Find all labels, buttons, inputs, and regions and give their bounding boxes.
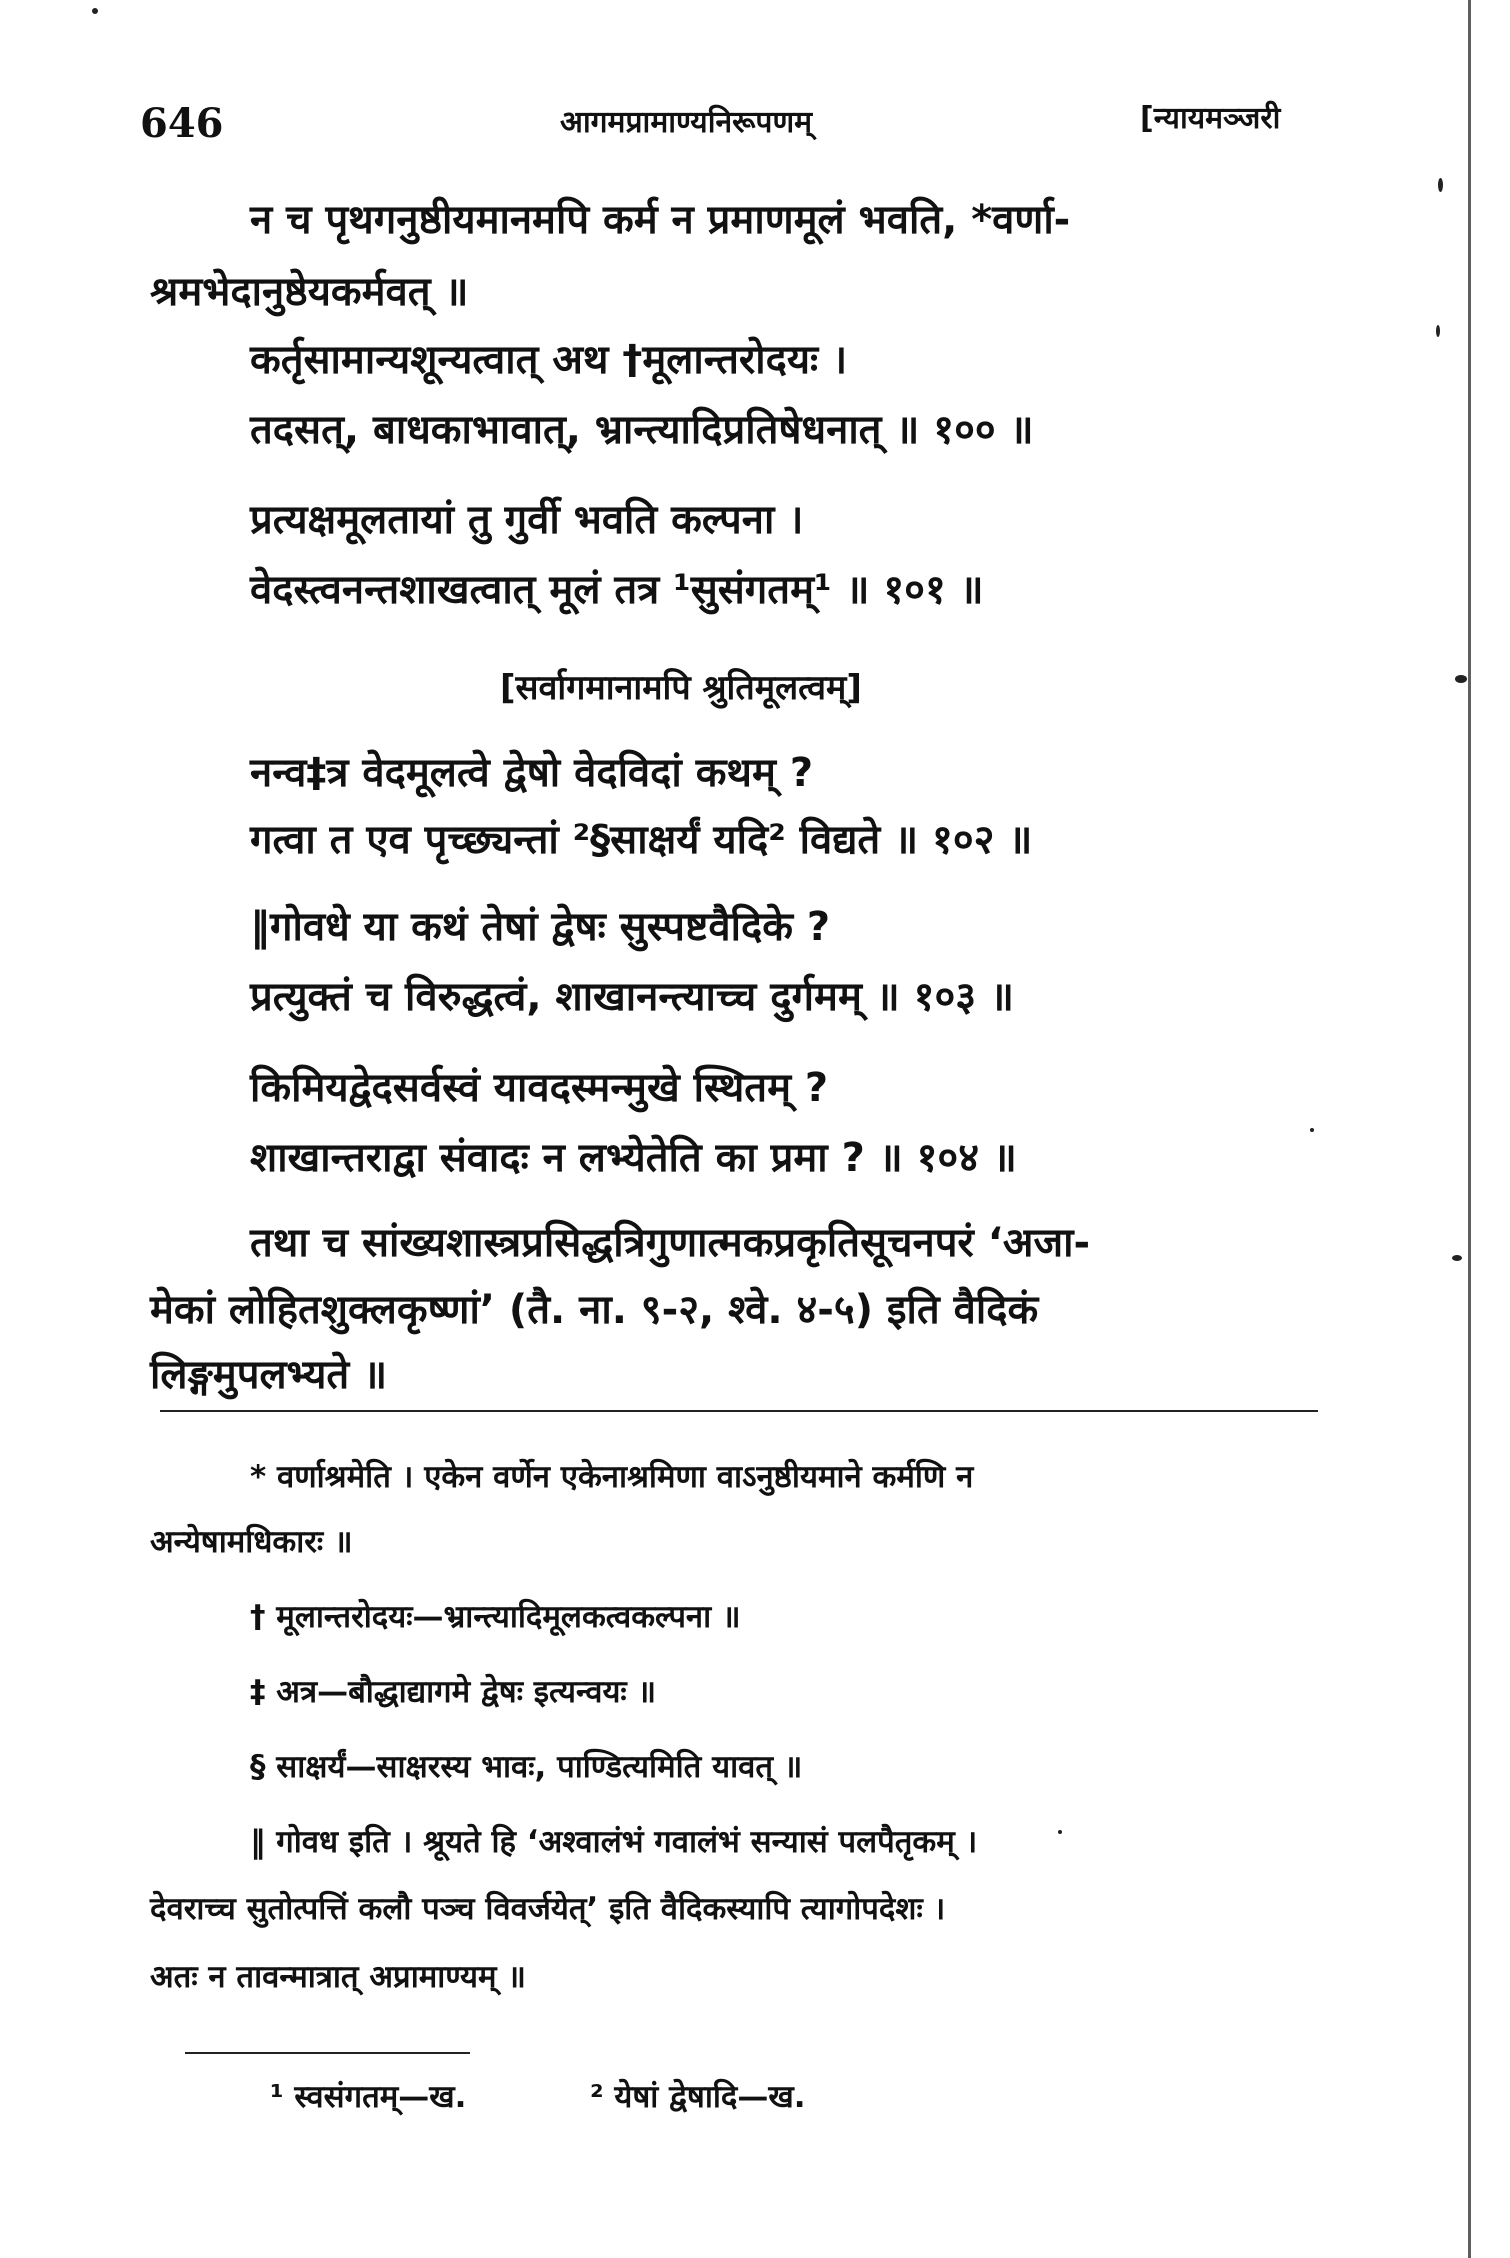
page-number: 646 [140, 100, 224, 147]
scan-speck [1058, 1830, 1062, 1834]
scan-speck [92, 8, 98, 14]
note-line: ‡ अत्र—बौद्धाद्यागमे द्वेषः इत्यन्वयः ॥ [250, 1674, 657, 1710]
note-line: * वर्णाश्रमेति । एकेन वर्णेन एकेनाश्रमिणा वाऽनुष्ठीयमाने कर्मणि न [250, 1459, 974, 1495]
scan-speck [1452, 1255, 1462, 1261]
verse-line: गत्वा त एव पृच्छ्यन्तां ²§साक्षर्यं यदि² विद्यते ॥ १०२ ॥ [250, 817, 1033, 863]
binding-edge [1468, 0, 1471, 2258]
notes-divider [160, 1410, 1318, 1412]
verse-line: किमियद्वेदसर्वस्वं यावदस्मन्मुखे स्थितम् ? [250, 1065, 829, 1111]
verse-line: नन्व‡त्र वेदमूलत्वे द्वेषो वेदविदां कथम् ? [250, 750, 814, 796]
note-line: ‖ गोवध इति । श्रूयते हि ‘अश्वालंभं गवालंभं सन्यासं पलपैतृकम् । [250, 1824, 978, 1860]
verse-line: तदसत्, बाधकाभावात्, भ्रान्त्यादिप्रतिषेधनात् ॥ १०० ॥ [250, 407, 1034, 453]
note-line: § साक्षर्यं—साक्षरस्य भावः, पाण्डित्यमिति यावत् ॥ [250, 1749, 803, 1785]
scan-speck [1310, 1128, 1314, 1132]
running-title: आगमप्रामाण्यनिरूपणम् [560, 105, 813, 140]
section-heading: [सर्वागमानामपि श्रुतिमूलत्वम्] [500, 668, 862, 708]
note-line: देवराच्च सुतोत्पत्तिं कलौ पञ्च विवर्जयेत्’ इति वैदिकस्यापि त्यागोपदेशः । [150, 1891, 946, 1927]
paragraph-line: न च पृथगनुष्ठीयमानमपि कर्म न प्रमाणमूलं भवति, *वर्णा- [250, 197, 1071, 243]
paragraph-line: लिङ्गमुपलभ्यते ॥ [150, 1352, 388, 1398]
paragraph-line: तथा च सांख्यशास्त्रप्रसिद्धत्रिगुणात्मकप्रकृतिसूचनपरं ‘अजा- [250, 1220, 1091, 1266]
note-line: † मूलान्तरोदयः—भ्रान्त्यादिमूलकत्वकल्पना ॥ [250, 1599, 741, 1635]
verse-line: शाखान्तराद्वा संवादः न लभ्येतेति का प्रमा ? ॥ १०४ ॥ [250, 1135, 1017, 1181]
footnote-1: ¹ स्वसंगतम्—ख. [270, 2079, 467, 2115]
verse-line: प्रत्यक्षमूलतायां तु गुर्वी भवति कल्पना । [250, 497, 804, 543]
verse-line: वेदस्त्वनन्तशाखत्वात् मूलं तत्र ¹सुसंगतम्¹ ॥ १०१ ॥ [250, 567, 984, 613]
paragraph-line: मेकां लोहितशुक्लकृष्णां’ (तै. ना. ९-२, श्वे. ४-५) इति वैदिकं [150, 1287, 1039, 1333]
verse-line: प्रत्युक्तं च विरुद्धत्वं, शाखानन्त्याच्च दुर्गमम् ॥ १०३ ॥ [250, 974, 1014, 1020]
paragraph-line: श्रमभेदानुष्ठेयकर्मवत् ॥ [150, 269, 469, 315]
note-line: अन्येषामधिकारः ॥ [150, 1524, 353, 1560]
footnote-2: ² येषां द्वेषादि—ख. [590, 2079, 806, 2115]
note-line: अतः न तावन्मात्रात् अप्रामाण्यम् ॥ [150, 1959, 526, 1995]
footnote-divider [185, 2052, 470, 2054]
running-section: [न्यायमञ्जरी [1140, 101, 1281, 136]
scan-speck [1436, 325, 1440, 337]
scan-speck [1455, 675, 1467, 683]
verse-line: ‖गोवधे या कथं तेषां द्वेषः सुस्पष्टवैदिके ? [250, 904, 831, 950]
verse-line: कर्तृसामान्यशून्यत्वात् अथ †मूलान्तरोदयः । [250, 337, 848, 383]
scan-speck [1438, 178, 1443, 192]
